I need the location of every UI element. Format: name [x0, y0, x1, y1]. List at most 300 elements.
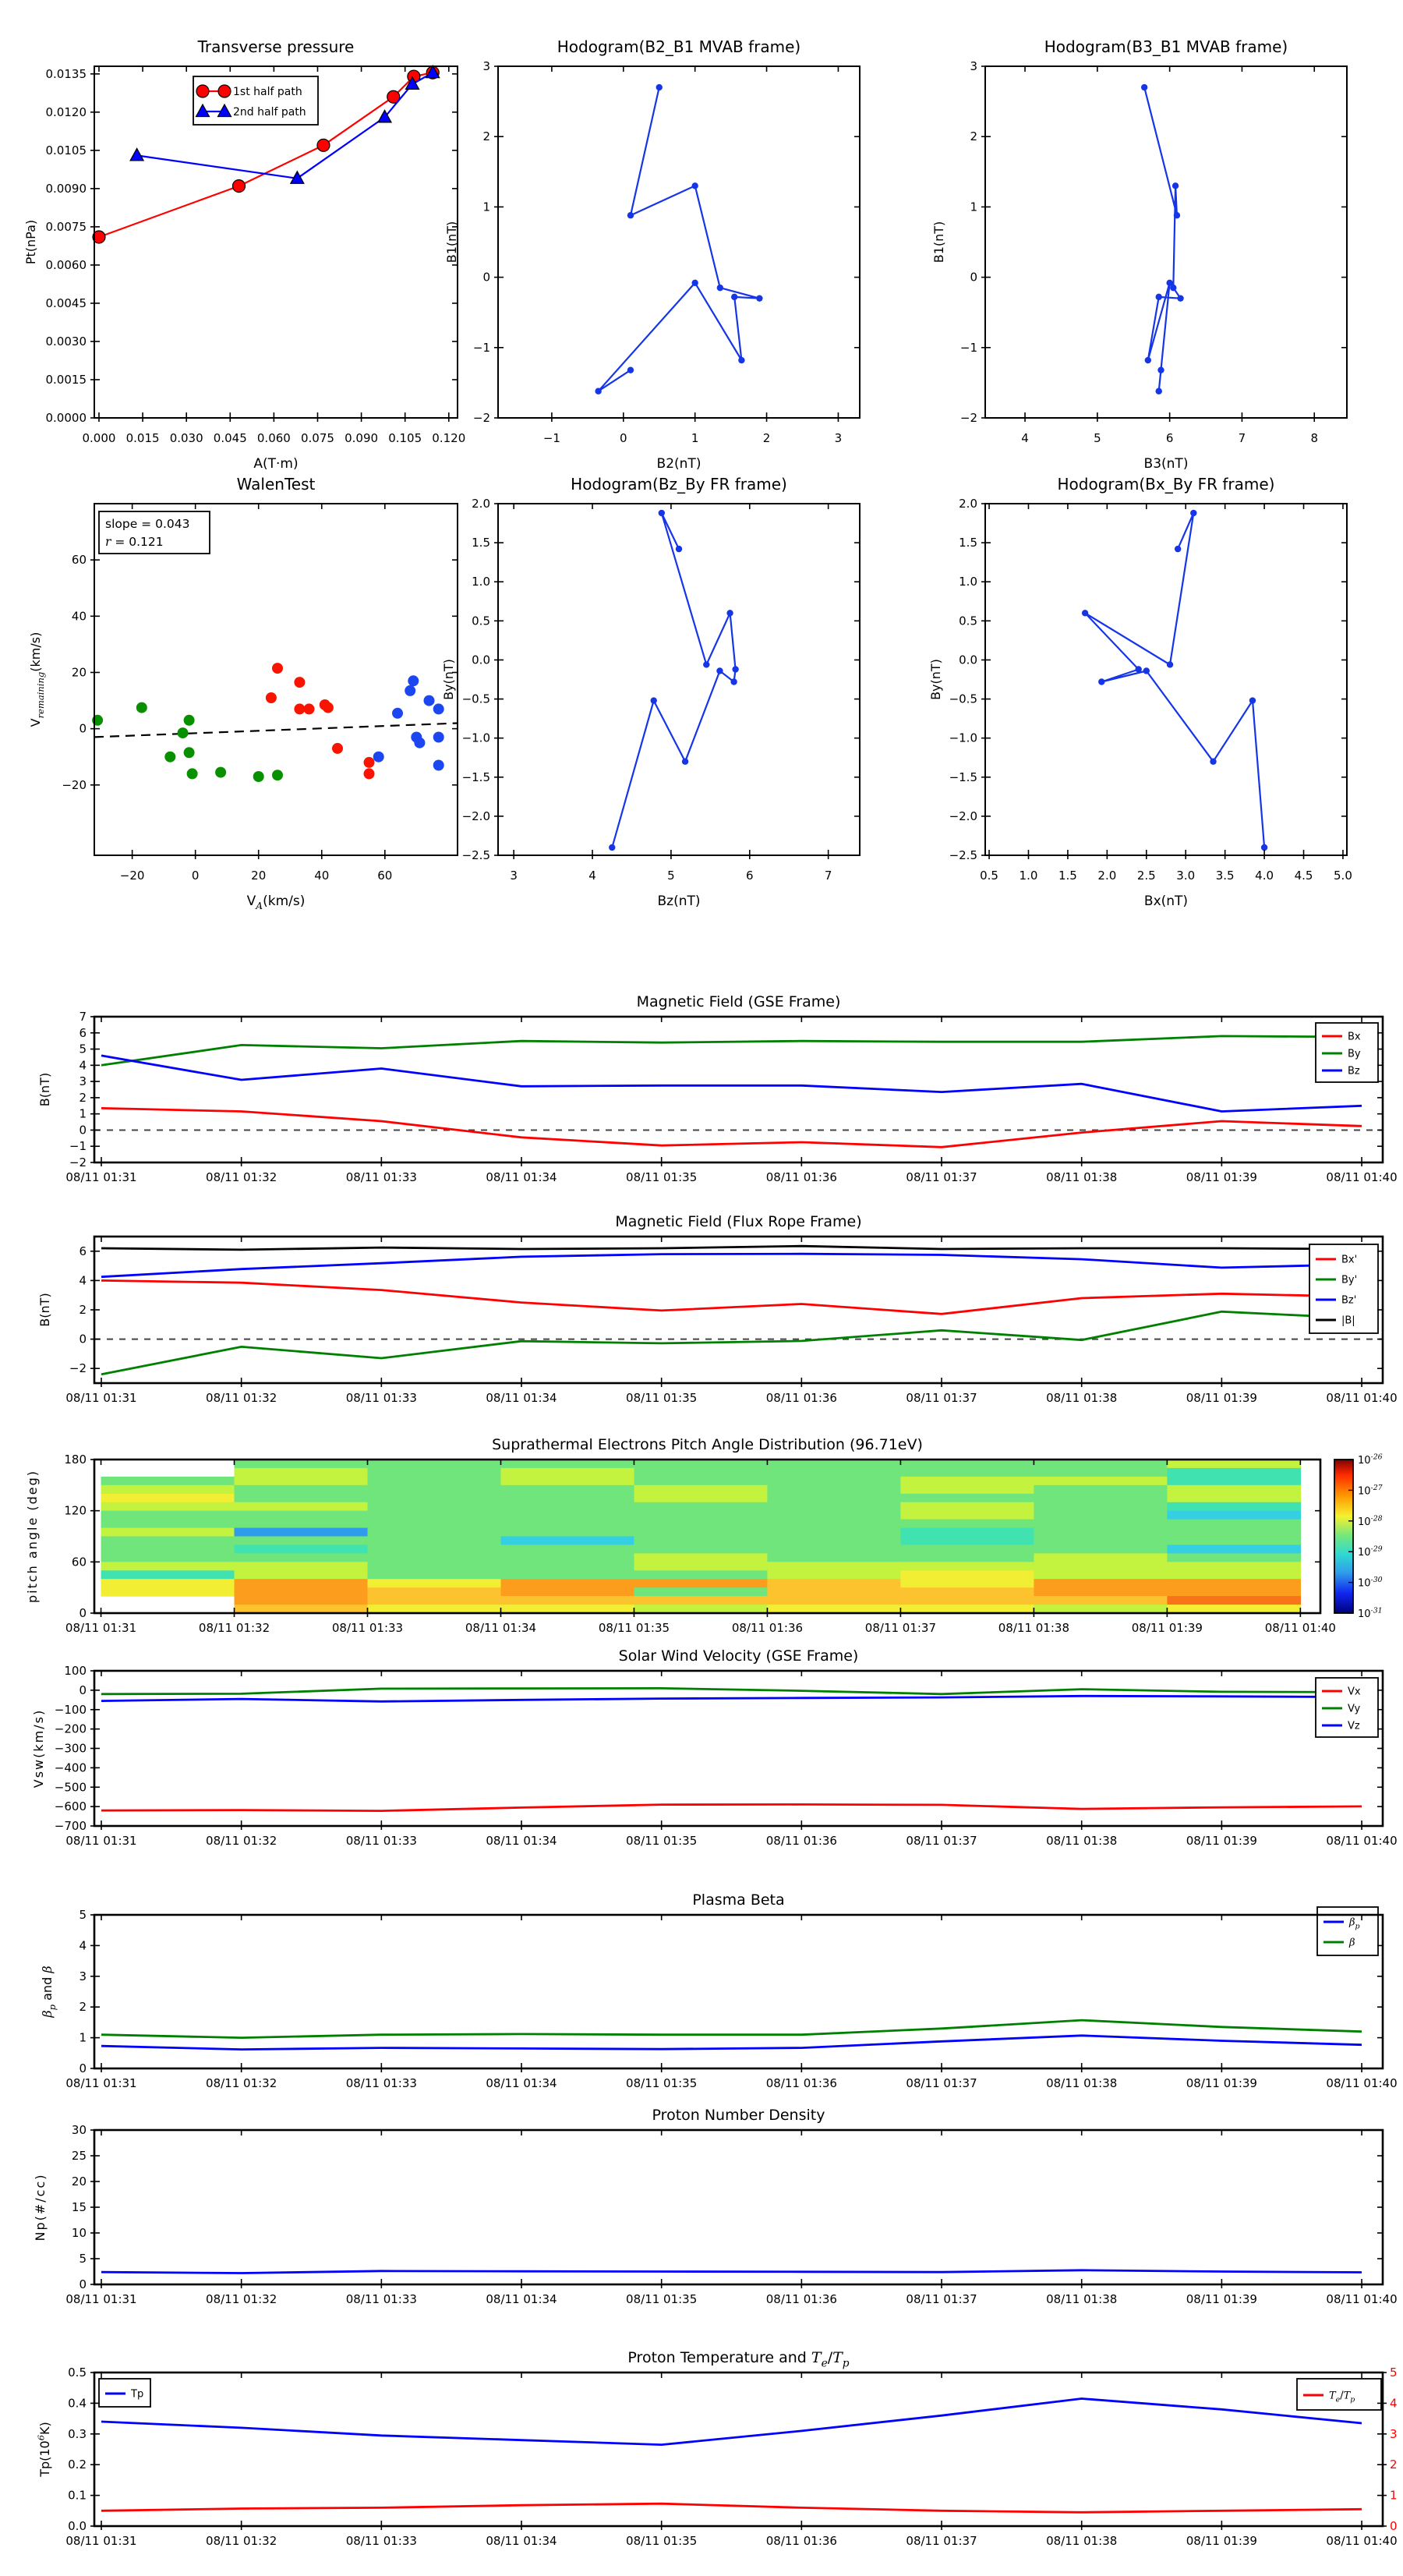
trend-line [94, 724, 458, 738]
heatmap-cell [101, 1520, 235, 1529]
y-tick-label: 0.3 [68, 2426, 87, 2441]
heatmap-cell [101, 1562, 235, 1571]
series-Te-Tp [101, 2503, 1362, 2512]
marker-dot [1157, 366, 1164, 373]
legend-label: β [1349, 1937, 1355, 1949]
axes-frame [94, 504, 458, 855]
y-tick-label: 1 [482, 200, 490, 214]
series-Bz- [101, 1254, 1362, 1277]
scatter-point-group-1 [272, 770, 283, 780]
x-tick-label: 08/11 01:39 [1186, 1170, 1257, 1184]
scatter-point-group-3 [433, 760, 444, 771]
heatmap-cell [767, 1545, 901, 1554]
scatter-point-group-2 [364, 757, 375, 768]
x-tick-label: 0.105 [388, 431, 422, 445]
marker-dot [730, 678, 737, 685]
series-Bx [101, 1108, 1362, 1147]
scatter-point-group-3 [373, 752, 384, 763]
heatmap-cell [101, 1494, 235, 1503]
scatter-point-group-2 [323, 702, 334, 713]
legend-label: By' [1341, 1274, 1358, 1286]
x-tick-label: 08/11 01:33 [331, 1621, 404, 1635]
x-tick-label: 08/11 01:33 [345, 1391, 417, 1405]
x-tick-label: 08/11 01:34 [486, 2076, 557, 2090]
y-tick-label: 3 [79, 1074, 87, 1089]
series-Tp [101, 2399, 1362, 2445]
heatmap-cell [501, 1468, 635, 1477]
x-tick-label: 08/11 01:37 [864, 1621, 937, 1635]
scatter-point-group-2 [294, 703, 305, 714]
heatmap-cell [368, 1511, 502, 1520]
x-tick-label: 08/11 01:34 [486, 2292, 557, 2306]
y-tick-label: 0.0120 [45, 104, 87, 119]
x-tick-label: 08/11 01:33 [345, 1834, 417, 1848]
panel-hodogram-bzby [441, 475, 860, 909]
title: Solar Wind Velocity (GSE Frame) [618, 1647, 859, 1665]
marker-dot [1174, 212, 1180, 218]
panel-septa [25, 1436, 1383, 1635]
heatmap-cell [1167, 1494, 1301, 1503]
annotation-r: r = 0.121 [105, 535, 164, 549]
heatmap-cell [767, 1587, 901, 1597]
y-tick-label: 3 [970, 59, 977, 73]
heatmap-cell [900, 1528, 1034, 1537]
x-tick-label: 08/11 01:35 [598, 1621, 670, 1635]
y-tick-label: −2 [69, 1361, 87, 1376]
x-tick-label: 08/11 01:38 [998, 1621, 1070, 1635]
panel-hodogram-b2b1 [444, 37, 860, 472]
marker-dot [717, 285, 723, 291]
panel-bfield-fr [37, 1213, 1398, 1405]
scatter-point-group-3 [433, 732, 444, 743]
panel-tp [35, 2349, 1403, 2548]
heatmap-cell [900, 1485, 1034, 1495]
heatmap-cell [501, 1485, 635, 1495]
title: Proton Number Density [652, 2107, 825, 2124]
x-tick-label: 08/11 01:37 [906, 1834, 977, 1848]
heatmap-cell [101, 1511, 235, 1520]
series--B- [101, 1246, 1362, 1250]
marker-dot [703, 661, 709, 667]
marker-dot [1143, 667, 1150, 674]
x-tick-label: 7 [1238, 431, 1246, 445]
heatmap-cell [235, 1562, 369, 1571]
legend-label: Vz [1348, 1720, 1360, 1732]
colorbar [1334, 1460, 1353, 1613]
series-Bz [101, 1056, 1362, 1112]
heatmap-cell [1167, 1485, 1301, 1495]
heatmap-cell [900, 1477, 1034, 1486]
x-tick-label: 0 [620, 431, 627, 445]
heatmap-cell [501, 1477, 635, 1486]
scatter-point-group-1 [253, 771, 264, 782]
heatmap-cell [1167, 1587, 1301, 1597]
y-axis-label: Np(#/cc) [33, 2173, 48, 2242]
y-tick-label: 25 [71, 2149, 87, 2163]
heatmap-cell [634, 1520, 769, 1529]
heatmap-cell [501, 1494, 635, 1503]
heatmap-cell [368, 1502, 502, 1512]
x-tick-label: 08/11 01:40 [1326, 2292, 1398, 2306]
y-tick-label: 5 [79, 2252, 87, 2266]
heatmap-cell [767, 1537, 901, 1546]
marker-dot [738, 357, 744, 363]
heatmap-cell [767, 1468, 901, 1477]
x-axis-label: B2(nT) [656, 456, 702, 472]
series-Vx [101, 1804, 1362, 1810]
series-By [101, 1036, 1362, 1065]
heatmap-cell [767, 1477, 901, 1486]
heatmap-cell [501, 1553, 635, 1562]
panel-np [33, 2107, 1398, 2306]
heatmap-cell [634, 1511, 769, 1520]
heatmap-cell [767, 1520, 901, 1529]
heatmap-cell [368, 1579, 502, 1588]
x-tick-label: 0 [191, 869, 200, 883]
y-tick-label: 1.0 [472, 575, 490, 589]
heatmap-cell [900, 1553, 1034, 1562]
x-tick-label: 08/11 01:40 [1326, 1834, 1398, 1848]
heatmap-cell [368, 1528, 502, 1537]
y-tick-label: 2 [79, 2000, 87, 2015]
y-axis-label: By(nT) [441, 659, 456, 700]
heatmap-cell [767, 1596, 901, 1605]
legend-label: Bx' [1341, 1254, 1358, 1266]
heatmap-cell [767, 1485, 901, 1495]
scatter-point-group-3 [433, 703, 444, 714]
heatmap-cell [235, 1468, 369, 1477]
x-tick-label: 08/11 01:40 [1326, 1170, 1398, 1184]
heatmap-cell [1034, 1520, 1168, 1529]
heatmap-cell [235, 1494, 369, 1503]
y-tick-label: 0.0045 [45, 295, 87, 310]
title: Suprathermal Electrons Pitch Angle Distribution (96.71eV) [492, 1436, 923, 1453]
heatmap-cell [1034, 1587, 1168, 1597]
x-tick-label: 08/11 01:40 [1264, 1621, 1336, 1635]
heatmap-cell [501, 1587, 635, 1597]
heatmap-cell [368, 1520, 502, 1529]
heatmap-cell [235, 1570, 369, 1580]
x-tick-label: 08/11 01:35 [626, 1391, 698, 1405]
heatmap-cell [101, 1545, 235, 1554]
heatmap-cell [1167, 1528, 1301, 1537]
x-tick-label: −20 [119, 869, 145, 883]
legend-label: By [1348, 1048, 1361, 1060]
x-tick-label: 08/11 01:37 [906, 1170, 977, 1184]
x-tick-label: 08/11 01:34 [486, 2534, 557, 2548]
x-tick-label: 08/11 01:35 [626, 1834, 698, 1848]
title: Transverse pressure [197, 37, 355, 56]
scatter-point-group-1 [164, 752, 175, 763]
x-tick-label: 5 [667, 869, 675, 883]
y-tick-label: −400 [54, 1760, 87, 1775]
marker-dot [1190, 510, 1196, 516]
heatmap-cell [501, 1537, 635, 1546]
legend-label: Vy [1348, 1703, 1361, 1715]
x-tick-label: 08/11 01:38 [1046, 2076, 1118, 2090]
heatmap-cell [368, 1494, 502, 1503]
scatter-point-group-2 [266, 692, 277, 703]
y-tick-label: 1.5 [959, 536, 977, 550]
x-axis-label: A(T·m) [253, 456, 299, 472]
y-tick-label: 0 [79, 721, 87, 736]
y-axis-label: Pt(nPa) [23, 219, 38, 265]
heatmap-cell [767, 1570, 901, 1580]
panel-vsw [31, 1647, 1398, 1848]
x-tick-label: 08/11 01:35 [626, 2534, 698, 2548]
y-tick-label: 0.0060 [45, 257, 87, 272]
y-tick-label: 1 [970, 200, 977, 214]
marker-dot [1172, 182, 1179, 189]
marker-dot [1177, 295, 1183, 301]
heatmap-cell [634, 1468, 769, 1477]
heatmap-cell [235, 1528, 369, 1537]
heatmap-cell [634, 1579, 769, 1588]
marker-dot [1261, 844, 1267, 851]
panel-transverse-pressure [23, 37, 465, 472]
x-tick-label: 4.0 [1255, 869, 1274, 883]
heatmap-cell [900, 1570, 1034, 1580]
scatter-point-group-1 [184, 715, 195, 726]
y-tick-label: 15 [71, 2200, 87, 2214]
x-tick-label: 08/11 01:38 [1046, 1391, 1118, 1405]
x-tick-label: 0.120 [432, 431, 466, 445]
scatter-point-group-3 [408, 675, 419, 686]
heatmap-cell [368, 1460, 502, 1469]
heatmap-cell [900, 1537, 1034, 1546]
heatmap-cell [767, 1460, 901, 1469]
scatter-point-group-2 [304, 703, 315, 714]
y-tick-label: 2.0 [472, 497, 490, 511]
legend-marker [218, 85, 231, 97]
heatmap-cell [1034, 1596, 1168, 1605]
x-tick-label: 0.045 [213, 431, 247, 445]
y-tick-label: −1.5 [949, 770, 977, 784]
panel-hodogram-bxby [928, 475, 1352, 909]
x-tick-label: 4.5 [1294, 869, 1313, 883]
legend-label: Bx [1348, 1031, 1361, 1043]
y-tick-label-right: 5 [1390, 2365, 1398, 2380]
x-tick-label: 08/11 01:39 [1186, 2292, 1257, 2306]
heatmap-cell [767, 1528, 901, 1537]
x-tick-label: 60 [377, 869, 393, 883]
heatmap-cell [368, 1553, 502, 1562]
marker-dot [1210, 759, 1216, 765]
heatmap-cell [101, 1528, 235, 1537]
panel-bfield-gse [37, 993, 1398, 1184]
y-tick-label: 1 [79, 1106, 87, 1121]
y-tick-label: 0 [79, 1123, 87, 1138]
x-tick-label: 08/11 01:31 [65, 1621, 137, 1635]
y-tick-label: 0 [79, 1606, 87, 1620]
marker-dot [1135, 666, 1141, 672]
marker-dot [676, 546, 682, 552]
y-tick-label: 0 [79, 2277, 87, 2291]
x-tick-label: 8 [1310, 431, 1319, 445]
x-tick-label: 6 [746, 869, 754, 883]
x-tick-label: 6 [1165, 431, 1174, 445]
x-tick-label: 08/11 01:40 [1326, 2534, 1398, 2548]
y-tick-label: −2.5 [949, 848, 977, 862]
title: Plasma Beta [692, 1891, 785, 1909]
marker-dot [682, 759, 688, 765]
heatmap-cell [101, 1570, 235, 1580]
heatmap-cell [1034, 1460, 1168, 1469]
y-tick-label: 120 [64, 1503, 87, 1518]
x-tick-label: 08/11 01:39 [1186, 2076, 1257, 2090]
y-tick-label-right: 3 [1390, 2426, 1398, 2441]
heatmap-cell [235, 1477, 369, 1486]
title: Hodogram(Bx_By FR frame) [1057, 475, 1275, 494]
y-tick-label: 2.0 [959, 497, 977, 511]
heatmap-cell [235, 1553, 369, 1562]
y-axis-label: Vsw(km/s) [31, 1708, 46, 1789]
y-tick-label: 0.0075 [45, 219, 87, 234]
x-tick-label: 08/11 01:37 [906, 2292, 977, 2306]
heatmap-cell [1167, 1537, 1301, 1546]
heatmap-cell [900, 1520, 1034, 1529]
y-tick-label: 20 [71, 665, 87, 680]
x-tick-label: 08/11 01:38 [1046, 2292, 1118, 2306]
y-tick-label: −1 [69, 1139, 87, 1154]
y-axis-label: B(nT) [37, 1293, 52, 1327]
y-tick-label-right: 4 [1390, 2396, 1398, 2411]
x-tick-label: 08/11 01:33 [345, 2534, 417, 2548]
colorbar-tick-label: $10^{-29}$ [1358, 1545, 1383, 1559]
title: Hodogram(B3_B1 MVAB frame) [1044, 37, 1288, 56]
heatmap-cell [1034, 1537, 1168, 1546]
heatmap-cell [1167, 1562, 1301, 1571]
y-tick-label-right: 1 [1390, 2488, 1398, 2503]
x-tick-label: 08/11 01:37 [906, 2076, 977, 2090]
y-tick-label: 0.5 [472, 614, 490, 628]
heatmap-cell [767, 1511, 901, 1520]
x-tick-label: 08/11 01:36 [765, 1170, 837, 1184]
heatmap-cell [634, 1587, 769, 1597]
x-tick-label: 08/11 01:31 [65, 2534, 137, 2548]
x-tick-label: 08/11 01:40 [1326, 2076, 1398, 2090]
heatmap-cell [368, 1468, 502, 1477]
heatmap-cell [1167, 1596, 1301, 1605]
heatmap-cell [501, 1528, 635, 1537]
series-Vy [101, 1688, 1362, 1693]
x-axis-label: B3(nT) [1143, 456, 1189, 472]
heatmap-cell [767, 1502, 901, 1512]
heatmap-cell [501, 1545, 635, 1554]
heatmap-cell [368, 1570, 502, 1580]
y-tick-label: 7 [79, 1010, 87, 1024]
heatmap-cell [1034, 1553, 1168, 1562]
heatmap-cell [1167, 1502, 1301, 1512]
y-tick-label: 2 [79, 1303, 87, 1317]
y-tick-label: 0.0 [472, 653, 490, 667]
y-tick-label: 4 [79, 1938, 87, 1953]
y-tick-label: −700 [54, 1819, 87, 1833]
y-tick-label: 0.0105 [45, 143, 87, 157]
y-tick-label: −20 [62, 777, 87, 792]
axes-frame [94, 1915, 1383, 2068]
marker-dot [595, 388, 601, 395]
scatter-point-group-1 [184, 747, 195, 758]
heatmap-cell [101, 1502, 235, 1512]
heatmap-cell [368, 1562, 502, 1571]
x-tick-label: 08/11 01:39 [1131, 1621, 1203, 1635]
title: Proton Temperature and $T_e/T_p$ [627, 2349, 850, 2370]
marker-dot [691, 280, 698, 286]
axes-frame [94, 2130, 1383, 2284]
y-tick-label: 20 [71, 2174, 87, 2189]
heatmap-cell [634, 1596, 769, 1605]
heatmap-cell [101, 1553, 235, 1562]
heatmap-cell [501, 1511, 635, 1520]
y-tick-label: −1 [959, 340, 977, 355]
series-Bz-By-path [612, 513, 735, 847]
x-tick-label: 08/11 01:34 [486, 1391, 557, 1405]
heatmap-cell [1167, 1545, 1301, 1554]
x-tick-label: 08/11 01:32 [206, 1391, 277, 1405]
marker-dot [609, 844, 615, 851]
title: Hodogram(Bz_By FR frame) [571, 475, 787, 494]
y-tick-label: −2.0 [949, 809, 977, 823]
heatmap-cell [767, 1562, 901, 1571]
marker-dot [659, 510, 665, 516]
heatmap-cell [101, 1477, 235, 1486]
y-tick-label: 0.5 [959, 614, 977, 628]
x-tick-label: 08/11 01:38 [1046, 1834, 1118, 1848]
x-tick-label: 08/11 01:36 [765, 2292, 837, 2306]
y-tick-label: 0 [79, 1683, 87, 1697]
x-tick-label: 08/11 01:38 [1046, 2534, 1118, 2548]
y-tick-label: 0.2 [68, 2457, 87, 2472]
heatmap-cell [368, 1596, 502, 1605]
heatmap-cell [368, 1537, 502, 1546]
colorbar-tick-label: $10^{-30}$ [1358, 1576, 1383, 1590]
y-tick-label: 0.5 [68, 2365, 87, 2380]
y-tick-label: −2 [69, 1155, 87, 1169]
y-tick-label: 60 [71, 553, 87, 568]
y-tick-label: 3 [79, 1969, 87, 1983]
axes-frame [94, 1017, 1383, 1162]
y-tick-label: 0.0 [68, 2519, 87, 2533]
heatmap-cell [501, 1460, 635, 1469]
x-tick-label: 2.0 [1097, 869, 1117, 883]
x-tick-label: 20 [251, 869, 267, 883]
y-axis-label: By(nT) [928, 659, 943, 700]
x-tick-label: 08/11 01:39 [1186, 1391, 1257, 1405]
legend-label: $\beta_p$ [1349, 1916, 1360, 1931]
heatmap-cell [1034, 1579, 1168, 1588]
series-B3-B1-path [1144, 87, 1180, 391]
marker-dot [1098, 678, 1104, 685]
title: WalenTest [236, 475, 316, 494]
scatter-point-group-2 [332, 743, 343, 754]
series-beta [101, 2020, 1362, 2038]
x-tick-label: 3 [510, 869, 518, 883]
legend-label: 1st half path [233, 86, 302, 99]
series-B2-B1-path [599, 87, 760, 391]
y-tick-label: −600 [54, 1799, 87, 1814]
x-tick-label: 08/11 01:36 [765, 2076, 837, 2090]
marker-dot [1145, 357, 1151, 363]
marker-dot [1175, 546, 1181, 552]
y-tick-label: 6 [79, 1025, 87, 1040]
heatmap-cell [900, 1511, 1034, 1520]
x-tick-label: 1 [691, 431, 699, 445]
x-tick-label: 08/11 01:39 [1186, 2534, 1257, 2548]
heatmap-cell [368, 1545, 502, 1554]
series-Vz [101, 1696, 1362, 1701]
heatmap-cell [634, 1562, 769, 1571]
